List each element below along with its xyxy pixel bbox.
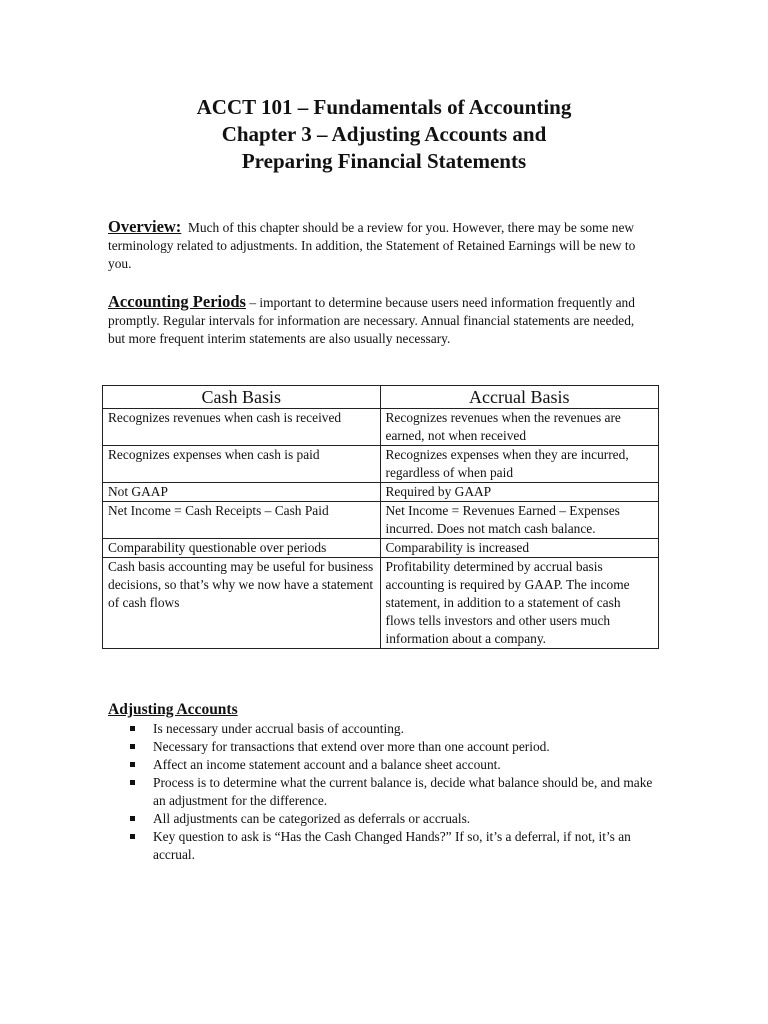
column-header-cash-basis: Cash Basis — [103, 386, 381, 409]
table-row — [103, 502, 659, 539]
list-item-text: Key question to ask is “Has the Cash Changed Hands?” If so, it’s a deferral, if not, it’s an accrual. — [153, 829, 631, 862]
table-cell: Cash basis accounting may be useful for business decisions, so that’s why we now have a statement of cash flows — [103, 558, 381, 649]
table-cell: Recognizes revenues when the revenues are earned, not when received — [380, 409, 659, 446]
table-row — [103, 558, 659, 649]
accounting-periods-heading: Accounting Periods — [108, 292, 246, 311]
square-bullet-icon — [130, 744, 135, 749]
table-row — [103, 409, 659, 446]
list-item-text: Is necessary under accrual basis of accounting. — [153, 721, 404, 736]
accounting-periods-paragraph — [108, 293, 653, 348]
table-cell: Profitability determined by accrual basis accounting is required by GAAP. The income statement, in addition to a statement of cash flows tells investors and other users much information about a company. — [380, 558, 659, 649]
cash-vs-accrual-table — [102, 385, 659, 649]
list-item — [108, 810, 668, 828]
list-item-text: Process is to determine what the current balance is, decide what balance should be, and make an adjustment for the difference. — [153, 775, 653, 808]
accounting-periods-text: – important to determine because users need information frequently and promptly. Regular intervals for information are necessary. Annual financial statements are needed, but more frequent interim statements are also usually necessary. — [108, 295, 635, 346]
document-title — [0, 94, 768, 175]
table-cell: Required by GAAP — [380, 483, 659, 502]
table-cell: Net Income = Revenues Earned – Expenses incurred. Does not match cash balance. — [380, 502, 659, 539]
table-cell: Recognizes expenses when they are incurred, regardless of when paid — [380, 446, 659, 483]
title-line-1: ACCT 101 – Fundamentals of Accounting — [196, 95, 572, 119]
square-bullet-icon — [130, 834, 135, 839]
list-item — [108, 720, 668, 738]
column-header-accrual-basis: Accrual Basis — [380, 386, 659, 409]
list-item-text: Necessary for transactions that extend over more than one account period. — [153, 739, 550, 754]
table-row — [103, 483, 659, 502]
square-bullet-icon — [130, 726, 135, 731]
table-header-row — [103, 386, 659, 409]
overview-heading: Overview: — [108, 217, 182, 236]
square-bullet-icon — [130, 762, 135, 767]
table-cell: Recognizes revenues when cash is received — [103, 409, 381, 446]
adjusting-accounts-heading: Adjusting Accounts — [108, 701, 238, 718]
list-item — [108, 756, 668, 774]
square-bullet-icon — [130, 816, 135, 821]
list-item-text: Affect an income statement account and a balance sheet account. — [153, 757, 501, 772]
list-item-text: All adjustments can be categorized as deferrals or accruals. — [153, 811, 471, 826]
overview-text: Much of this chapter should be a review for you. However, there may be some new terminology related to adjustments. In addition, the Statement of Retained Earnings will be new to you. — [108, 220, 636, 271]
table-cell: Not GAAP — [103, 483, 381, 502]
adjusting-accounts-list — [108, 720, 668, 864]
table-cell: Net Income = Cash Receipts – Cash Paid — [103, 502, 381, 539]
list-item — [108, 828, 668, 864]
list-item — [108, 774, 668, 810]
title-line-3: Preparing Financial Statements — [241, 149, 527, 173]
table-row — [103, 539, 659, 558]
table-cell: Comparability questionable over periods — [103, 539, 381, 558]
square-bullet-icon — [130, 780, 135, 785]
table-row — [103, 446, 659, 483]
table-cell: Comparability is increased — [380, 539, 659, 558]
title-line-2: Chapter 3 – Adjusting Accounts and — [221, 122, 547, 146]
table-cell: Recognizes expenses when cash is paid — [103, 446, 381, 483]
overview-paragraph — [108, 218, 653, 273]
list-item — [108, 738, 668, 756]
